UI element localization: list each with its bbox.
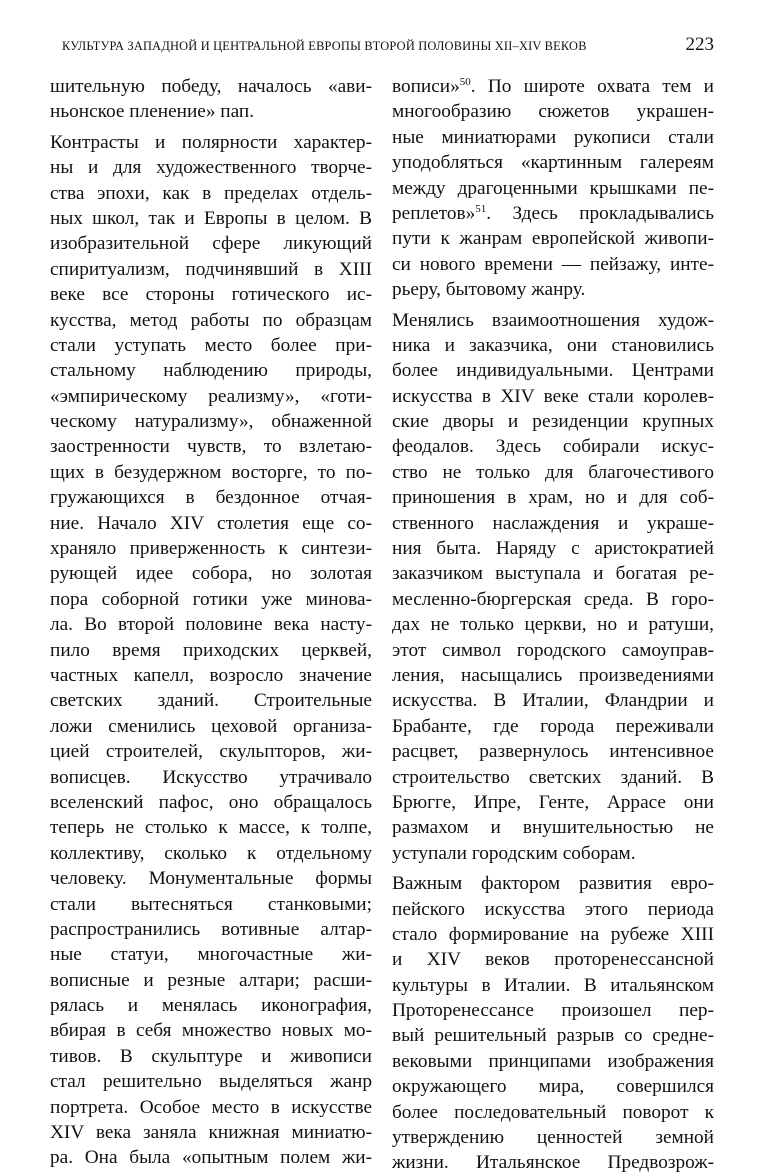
text-line: Важным фактором развития евро- xyxy=(392,873,714,895)
paragraph xyxy=(392,74,714,303)
text-line: стальному наблюдению природы, xyxy=(50,360,372,382)
text-line: вый решительный разрыв со средне- xyxy=(392,1025,714,1047)
text-line: заказчиком выступала и богатая ре- xyxy=(392,563,714,585)
text-line: размахом и внушительностью не xyxy=(392,817,714,839)
text-line: более индивидуальными. Центрами xyxy=(392,360,714,382)
text-line: ские дворы и резиденции крупных xyxy=(392,411,714,433)
text-line: ньонское пленение» пап. xyxy=(50,101,255,123)
text-line: месленно-бюргерская среда. В горо- xyxy=(392,588,714,610)
text-line: частных капелл, возросло значение xyxy=(50,664,372,686)
text-line: пейского искусства этого периода xyxy=(392,898,714,920)
text-line: ственного наслаждения и украше- xyxy=(392,512,714,534)
text-line: уподобляться «картинным галереям xyxy=(392,152,714,174)
text-line: ных школ, так и Европы в целом. В xyxy=(50,207,372,229)
text-line: жизни. Итальянское Предвозрож- xyxy=(392,1152,714,1174)
text-line: «эмпирическому реализму», «готи- xyxy=(50,385,372,407)
text-line: Контрасты и полярности характер- xyxy=(50,131,372,153)
text-line: ство не только для благочестивого xyxy=(392,461,714,483)
footnote-ref: 51 xyxy=(475,202,487,215)
running-title: КУЛЬТУРА ЗАПАДНОЙ И ЦЕНТРАЛЬНОЙ ЕВРОПЫ ВТОРОЙ ПОЛОВИНЫ XII–XIV ВЕКОВ xyxy=(62,39,587,53)
text-line: вековыми принципами изображения xyxy=(392,1050,714,1072)
text-line: портрета. Особое место в искусстве xyxy=(50,1096,372,1118)
text-line: и XIV веков проторенессансной xyxy=(392,949,714,971)
paragraph xyxy=(50,74,372,125)
text-line: вописцев. Искусство утрачивало xyxy=(50,766,372,788)
text-line: вселенский пафос, оно обращалось xyxy=(50,791,372,813)
text-line: щих в безудержном восторге, то по- xyxy=(50,461,372,483)
text-line: стало формирование на рубеже XIII xyxy=(392,923,714,945)
text-line: ника и заказчика, они становились xyxy=(392,334,714,356)
text-line: ние. Начало XIV столетия еще со- xyxy=(50,512,372,534)
text-line: человеку. Монументальные формы xyxy=(50,868,372,890)
text-line: храняло приверженность к синтези- xyxy=(50,538,372,560)
text-line: коллективу, сколько к отдельному xyxy=(50,842,372,864)
text-line: ные миниатюрами рукописи стали xyxy=(392,126,714,148)
text-line: распространились вотивные алтар- xyxy=(50,918,372,940)
text-line: искусства. В Италии, Фландрии и xyxy=(392,690,714,712)
right-column xyxy=(392,74,714,1176)
text-line: ческому натурализму», обнаженной xyxy=(50,411,372,433)
text-line: стали уступать место более при- xyxy=(50,334,372,356)
text-line: вбирая в себя множество новых мо- xyxy=(50,1020,372,1042)
text-line: ные статуи, многочастные жи- xyxy=(50,944,372,966)
text-line: более последовательный поворот к xyxy=(392,1101,714,1123)
text-line: строительство светских зданий. В xyxy=(392,766,714,788)
text-line: ложи сменились цеховой организа- xyxy=(50,715,372,737)
text-line: утверждению ценностей земной xyxy=(392,1127,714,1149)
text-line: феодалов. Здесь собирали искус- xyxy=(392,436,714,458)
text-line: XIV века заняла книжная миниатю- xyxy=(50,1122,372,1144)
text-line: Проторенессансе произошел пер- xyxy=(392,1000,714,1022)
text-line: уступали городским соборам. xyxy=(392,842,636,864)
text-line: ления, насыщались произведениями xyxy=(392,664,714,686)
text-line: искусства в XIV веке стали королев- xyxy=(392,385,714,407)
text-line: расцвет, развернулось интенсивное xyxy=(392,741,714,763)
text-line xyxy=(392,201,714,226)
text-line: пути к жанрам европейской живопи- xyxy=(392,228,714,250)
text-line: пора соборной готики уже минова- xyxy=(50,588,372,610)
text-line: Брюгге, Ипре, Генте, Аррасе они xyxy=(392,791,714,813)
text-fragment: . По широте охвата тем и xyxy=(470,76,714,97)
text-line: многообразию сюжетов украшен- xyxy=(392,101,714,123)
text-line: ра. Она была «опытным полем жи- xyxy=(50,1147,372,1169)
text-line xyxy=(392,74,714,99)
text-line: рующей идее собора, но золотая xyxy=(50,563,372,585)
paragraph xyxy=(392,308,714,867)
text-line: дах не только церкви, но и ратуши, xyxy=(392,614,714,636)
text-line: ла. Во второй половине века насту- xyxy=(50,614,372,636)
text-line: цией строителей, скульпторов, жи- xyxy=(50,741,372,763)
paragraph xyxy=(50,130,372,1171)
text-line: си нового времени — пейзажу, инте- xyxy=(392,253,714,275)
text-line: приношения в храм, но и для соб- xyxy=(392,487,714,509)
text-line: Менялись взаимоотношения худож- xyxy=(392,309,714,331)
text-line: спиритуализм, подчинявший в XIII xyxy=(50,258,372,280)
text-line: вописные и резные алтари; расши- xyxy=(50,969,372,991)
text-line: ны и для художественного творче- xyxy=(50,157,372,179)
text-line: изобразительной сфере ликующий xyxy=(50,233,372,255)
text-line: окружающего мира, совершился xyxy=(392,1076,714,1098)
footnote-ref: 50 xyxy=(459,76,471,88)
text-line: пило время приходских церквей, xyxy=(50,639,372,661)
left-column xyxy=(50,74,372,1171)
text-line: рялась и менялась иконография, xyxy=(50,995,372,1017)
running-header xyxy=(62,34,714,62)
text-line: кусства, метод работы по образцам xyxy=(50,309,372,331)
text-line: культуры в Италии. В итальянском xyxy=(392,974,714,996)
text-line: гружающихся в бездонное отчая- xyxy=(50,487,372,509)
text-line: этот символ городского самоуправ- xyxy=(392,639,714,661)
text-fragment: вописи» xyxy=(392,76,460,97)
text-line: ства эпохи, как в пределах отдель- xyxy=(50,182,372,204)
paragraph xyxy=(392,871,714,1176)
text-line: теперь не столько к массе, к толпе, xyxy=(50,817,372,839)
text-line: тивов. В скульптуре и живописи xyxy=(50,1045,372,1067)
text-line: светских зданий. Строительные xyxy=(50,690,372,712)
text-line: заостренности чувств, то взлетаю- xyxy=(50,436,372,458)
text-line: веке все стороны готического ис- xyxy=(50,284,372,306)
text-line: стал решительно выделяться жанр xyxy=(50,1071,372,1093)
text-line: Брабанте, где города переживали xyxy=(392,715,714,737)
text-line: стали вытесняться станковыми; xyxy=(50,893,372,915)
text-line: рьеру, бытовому жанру. xyxy=(392,279,586,301)
page-number: 223 xyxy=(685,34,714,55)
text-line: шительную победу, началось «ави- xyxy=(50,76,372,97)
text-fragment: реплетов» xyxy=(392,202,476,224)
text-line: между драгоценными крышками пе- xyxy=(392,177,714,199)
text-fragment: . Здесь прокладывались xyxy=(486,202,714,224)
text-line: ния быта. Наряду с аристократией xyxy=(392,538,714,560)
